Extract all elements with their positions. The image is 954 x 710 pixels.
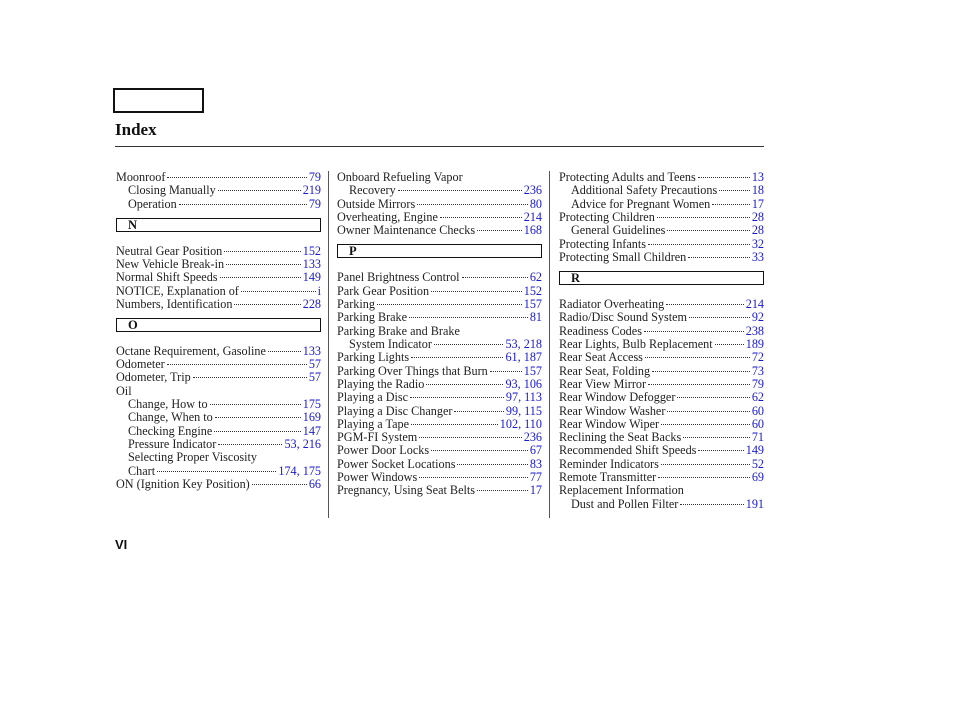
page-reference-link[interactable]: 28 — [751, 223, 764, 238]
dot-leader — [431, 291, 522, 292]
index-entry — [337, 458, 542, 471]
index-entry — [337, 211, 542, 224]
page-reference-link[interactable]: 157 — [523, 363, 542, 378]
page-reference-link[interactable]: 133 — [302, 256, 321, 271]
index-entry — [337, 365, 542, 378]
entry-label: Chart — [128, 463, 156, 478]
page-reference-link[interactable]: 73 — [751, 363, 764, 378]
entry-label: Outside Mirrors — [337, 196, 416, 211]
page-reference-link[interactable]: 168 — [523, 223, 542, 238]
page-reference-link[interactable]: 33 — [751, 249, 764, 264]
entry-label: Reminder Indicators — [559, 456, 659, 471]
page-reference-link[interactable]: 228 — [302, 296, 321, 311]
page-reference-link[interactable]: 102, 110 — [499, 416, 542, 431]
index-entry — [559, 418, 764, 431]
dot-leader — [454, 411, 503, 412]
page-reference-link[interactable]: 52 — [751, 456, 764, 471]
dot-leader — [667, 411, 749, 412]
dot-leader — [419, 437, 521, 438]
entry-label: PGM-FI System — [337, 430, 418, 445]
dot-leader — [179, 204, 307, 205]
page-reference-link[interactable]: 174, 175 — [278, 463, 321, 478]
column-divider — [549, 171, 550, 518]
dot-leader — [252, 484, 307, 485]
dot-leader — [688, 257, 750, 258]
page-reference-link[interactable]: 147 — [302, 423, 321, 438]
page-reference-link[interactable]: 72 — [751, 350, 764, 365]
index-entry — [337, 471, 542, 484]
dot-leader — [241, 291, 316, 292]
entry-label: Playing a Tape — [337, 416, 410, 431]
index-subentry — [116, 411, 321, 424]
page-reference-link[interactable]: 133 — [302, 343, 321, 358]
index-subentry — [559, 184, 764, 197]
page-reference-link[interactable]: 79 — [308, 170, 321, 184]
dot-leader — [644, 331, 744, 332]
index-subentry — [116, 425, 321, 438]
page-reference-link[interactable]: 80 — [529, 196, 542, 211]
entry-label: Pregnancy, Using Seat Belts — [337, 483, 475, 498]
entry-label: Reclining the Seat Backs — [559, 430, 682, 445]
index-entry — [559, 211, 764, 224]
dot-leader — [224, 251, 300, 252]
entry-label: ON (Ignition Key Position) — [116, 477, 250, 492]
entry-label: Rear Seat, Folding — [559, 363, 651, 378]
page-reference-link[interactable]: 189 — [745, 336, 764, 351]
dot-leader — [226, 264, 301, 265]
index-entry — [337, 418, 542, 431]
entry-label: Parking Lights — [337, 350, 410, 365]
index-entry — [559, 391, 764, 404]
entry-label: Radio/Disc Sound System — [559, 310, 687, 325]
entry-label: Radiator Overheating — [559, 296, 665, 311]
page-reference-link[interactable]: 60 — [751, 403, 764, 418]
dot-leader — [377, 304, 522, 305]
dot-leader — [409, 317, 528, 318]
entry-label: Overheating, Engine — [337, 209, 438, 224]
index-entry — [559, 325, 764, 338]
index-entry — [559, 298, 764, 311]
index-entry — [559, 251, 764, 264]
index-entry — [116, 298, 321, 311]
section-tab-box — [113, 88, 204, 113]
page-reference-link[interactable]: 93, 106 — [505, 376, 542, 391]
letter-section-heading: N — [116, 218, 321, 232]
index-entry — [559, 238, 764, 251]
dot-leader — [457, 464, 527, 465]
entry-label: General Guidelines — [571, 223, 666, 238]
dot-leader — [477, 490, 528, 491]
index-entry — [116, 271, 321, 284]
index-entry — [116, 258, 321, 271]
entry-label: Pressure Indicator — [128, 437, 217, 452]
dot-leader — [661, 424, 750, 425]
letter-section-heading: O — [116, 318, 321, 332]
index-subentry — [559, 224, 764, 237]
dot-leader — [410, 397, 504, 398]
page-number: VI — [115, 537, 128, 552]
title-divider — [115, 146, 764, 147]
entry-label: Normal Shift Speeds — [116, 270, 218, 285]
entry-label: Rear Window Wiper — [559, 416, 660, 431]
entry-label: Checking Engine — [128, 423, 213, 438]
index-entry — [337, 285, 542, 298]
page-reference-link[interactable]: 17 — [751, 196, 764, 211]
entry-label: Panel Brightness Control — [337, 270, 460, 285]
index-subentry — [116, 465, 321, 478]
dot-leader — [411, 357, 503, 358]
index-subentry — [559, 198, 764, 211]
page-reference-link[interactable]: 219 — [302, 183, 321, 198]
dot-leader — [648, 384, 750, 385]
entry-label: Change, When to — [128, 410, 213, 425]
page-reference-link[interactable]: 13 — [751, 170, 764, 184]
index-entry — [559, 431, 764, 444]
column-divider — [328, 171, 329, 518]
dot-leader — [426, 384, 503, 385]
page-reference-link[interactable]: 62 — [751, 390, 764, 405]
index-entry — [116, 345, 321, 358]
dot-leader — [462, 277, 528, 278]
entry-label: Parking Over Things that Burn — [337, 363, 488, 378]
index-entry — [337, 311, 542, 324]
page-reference-link[interactable]: 157 — [523, 296, 542, 311]
page-reference-link[interactable]: 236 — [523, 430, 542, 445]
entry-label: Neutral Gear Position — [116, 243, 223, 258]
index-entry — [559, 338, 764, 351]
index-entry — [337, 378, 542, 391]
entry-label: System Indicator — [349, 336, 432, 351]
dot-leader — [689, 317, 750, 318]
dot-leader — [719, 190, 750, 191]
index-entry — [116, 245, 321, 258]
dot-leader — [210, 404, 301, 405]
dot-leader — [698, 177, 750, 178]
index-entry-text: Onboard Refueling Vapor — [337, 170, 463, 184]
page-reference-link[interactable]: 32 — [751, 236, 764, 251]
index-entry — [559, 365, 764, 378]
page-reference-link[interactable]: 79 — [308, 196, 321, 211]
entry-label: Protecting Children — [559, 209, 655, 224]
dot-leader — [214, 431, 300, 432]
index-entry — [559, 311, 764, 324]
page-reference-link[interactable]: 71 — [751, 430, 764, 445]
dot-leader — [477, 230, 522, 231]
index-entry — [337, 391, 542, 404]
entry-label: Advice for Pregnant Women — [571, 196, 711, 211]
index-entry — [559, 171, 764, 184]
entry-label: Parking — [337, 296, 375, 311]
index-subentry — [116, 398, 321, 411]
letter-section-heading: R — [559, 271, 764, 285]
index-entry — [337, 431, 542, 444]
dot-leader — [680, 504, 743, 505]
dot-leader — [193, 377, 307, 378]
dot-leader — [218, 444, 282, 445]
entry-label: Power Door Locks — [337, 443, 430, 458]
page-reference-link[interactable]: 191 — [745, 496, 764, 511]
index-column-3 — [559, 171, 764, 511]
entry-label: Rear View Mirror — [559, 376, 647, 391]
dot-leader — [417, 204, 528, 205]
dot-leader — [661, 464, 750, 465]
entry-label: Park Gear Position — [337, 283, 430, 298]
page-reference-link[interactable]: 214 — [523, 209, 542, 224]
index-subentry — [116, 438, 321, 451]
page-reference-link[interactable]: 214 — [745, 296, 764, 311]
page-reference-link[interactable]: 152 — [523, 283, 542, 298]
entry-label: Octane Requirement, Gasoline — [116, 343, 266, 358]
page-reference-link[interactable]: 83 — [529, 456, 542, 471]
page-reference-link[interactable]: 57 — [308, 357, 321, 372]
page-reference-link[interactable]: 99, 115 — [505, 403, 542, 418]
page-reference-link[interactable]: 69 — [751, 470, 764, 485]
dot-leader — [167, 177, 306, 178]
page-reference-link[interactable]: 236 — [523, 183, 542, 198]
entry-label: Rear Window Defogger — [559, 390, 676, 405]
index-entry — [116, 171, 321, 184]
page-reference-link[interactable]: 149 — [302, 270, 321, 285]
dot-leader — [411, 424, 498, 425]
page-reference-link[interactable]: 60 — [751, 416, 764, 431]
entry-label: Odometer, Trip — [116, 370, 191, 385]
entry-label: Recovery — [349, 183, 396, 198]
entry-label: Protecting Adults and Teens — [559, 170, 696, 184]
entry-label: Moonroof — [116, 170, 166, 184]
page-reference-link[interactable]: 67 — [529, 443, 542, 458]
page-reference-link[interactable]: 175 — [302, 397, 321, 412]
page-reference-link[interactable]: i — [317, 283, 321, 298]
entry-label: Change, How to — [128, 397, 208, 412]
entry-label: Playing a Disc Changer — [337, 403, 453, 418]
dot-leader — [652, 371, 750, 372]
dot-leader — [215, 417, 301, 418]
dot-leader — [667, 230, 749, 231]
index-entry — [559, 378, 764, 391]
index-subentry — [337, 338, 542, 351]
entry-label: Protecting Small Children — [559, 249, 687, 264]
dot-leader — [645, 357, 750, 358]
page-reference-link[interactable]: 77 — [529, 470, 542, 485]
dot-leader — [157, 471, 276, 472]
entry-label: Rear Seat Access — [559, 350, 643, 365]
entry-label: NOTICE, Explanation of — [116, 283, 239, 298]
dot-leader — [398, 190, 522, 191]
page-reference-link[interactable]: 169 — [302, 410, 321, 425]
entry-label: Rear Lights, Bulb Replacement — [559, 336, 713, 351]
index-entry — [337, 405, 542, 418]
dot-leader — [490, 371, 522, 372]
page-reference-link[interactable]: 57 — [308, 370, 321, 385]
index-subentry — [559, 498, 764, 511]
entry-label: Odometer — [116, 357, 165, 372]
index-column-1 — [116, 171, 321, 491]
index-subentry-text: Selecting Proper Viscosity — [128, 450, 258, 465]
index-subentry — [116, 198, 321, 211]
entry-label: Owner Maintenance Checks — [337, 223, 476, 238]
index-entry — [559, 351, 764, 364]
dot-leader — [268, 351, 301, 352]
entry-label: Additional Safety Precautions — [571, 183, 718, 198]
letter-section-heading: P — [337, 244, 542, 258]
entry-label: New Vehicle Break-in — [116, 256, 225, 271]
entry-label: Operation — [128, 196, 177, 211]
index-entry — [337, 224, 542, 237]
page-title: Index — [115, 120, 157, 139]
entry-label: Remote Transmitter — [559, 470, 657, 485]
index-entry-text: Parking Brake and Brake — [337, 323, 460, 338]
page-reference-link[interactable]: 53, 216 — [284, 437, 321, 452]
dot-leader — [167, 364, 307, 365]
index-entry — [337, 198, 542, 211]
dot-leader — [658, 477, 750, 478]
page-reference-link[interactable]: 62 — [529, 270, 542, 285]
dot-leader — [657, 217, 750, 218]
entry-label: Rear Window Washer — [559, 403, 666, 418]
entry-label: Recommended Shift Speeds — [559, 443, 697, 458]
page-reference-link[interactable]: 152 — [302, 243, 321, 258]
index-subentry — [116, 184, 321, 197]
entry-label: Power Windows — [337, 470, 418, 485]
page-reference-link[interactable]: 81 — [529, 310, 542, 325]
index-entry — [559, 444, 764, 457]
dot-leader — [440, 217, 522, 218]
dot-leader — [683, 437, 750, 438]
entry-label: Numbers, Identification — [116, 296, 233, 311]
entry-label: Readiness Codes — [559, 323, 642, 338]
dot-leader — [434, 344, 504, 345]
page-reference-link[interactable]: 97, 113 — [505, 390, 542, 405]
entry-label: Protecting Infants — [559, 236, 646, 251]
index-entry — [337, 271, 542, 284]
index-entry — [337, 298, 542, 311]
index-entry-text: Oil — [116, 383, 132, 398]
dot-leader — [666, 304, 743, 305]
dot-leader — [698, 450, 743, 451]
index-entry — [116, 285, 321, 298]
page-reference-link[interactable]: 79 — [751, 376, 764, 391]
page-reference-link[interactable]: 238 — [745, 323, 764, 338]
index-entry — [116, 478, 321, 491]
index-entry — [337, 351, 542, 364]
dot-leader — [712, 204, 750, 205]
entry-label: Parking Brake — [337, 310, 408, 325]
dot-leader — [218, 190, 301, 191]
entry-label: Closing Manually — [128, 183, 216, 198]
dot-leader — [648, 244, 750, 245]
index-entry — [559, 458, 764, 471]
index-entry — [116, 371, 321, 384]
index-entry — [337, 444, 542, 457]
index-column-2 — [337, 171, 542, 498]
index-entry-text: Replacement Information — [559, 483, 684, 498]
index-entry — [116, 358, 321, 371]
index-entry — [559, 471, 764, 484]
page-reference-link[interactable]: 17 — [529, 483, 542, 498]
page-reference-link[interactable]: 66 — [308, 477, 321, 492]
dot-leader — [234, 304, 300, 305]
page-reference-link[interactable]: 61, 187 — [505, 350, 542, 365]
page-reference-link[interactable]: 18 — [751, 183, 764, 198]
entry-label: Playing a Disc — [337, 390, 409, 405]
index-subentry — [337, 184, 542, 197]
dot-leader — [715, 344, 744, 345]
page-reference-link[interactable]: 53, 218 — [505, 336, 542, 351]
index-entry — [559, 405, 764, 418]
page-reference-link[interactable]: 149 — [745, 443, 764, 458]
dot-leader — [677, 397, 749, 398]
dot-leader — [431, 450, 528, 451]
dot-leader — [419, 477, 528, 478]
page-reference-link[interactable]: 28 — [751, 209, 764, 224]
entry-label: Playing the Radio — [337, 376, 425, 391]
entry-label: Power Socket Locations — [337, 456, 456, 471]
page-reference-link[interactable]: 92 — [751, 310, 764, 325]
entry-label: Dust and Pollen Filter — [571, 496, 679, 511]
dot-leader — [220, 277, 301, 278]
index-entry — [337, 484, 542, 497]
